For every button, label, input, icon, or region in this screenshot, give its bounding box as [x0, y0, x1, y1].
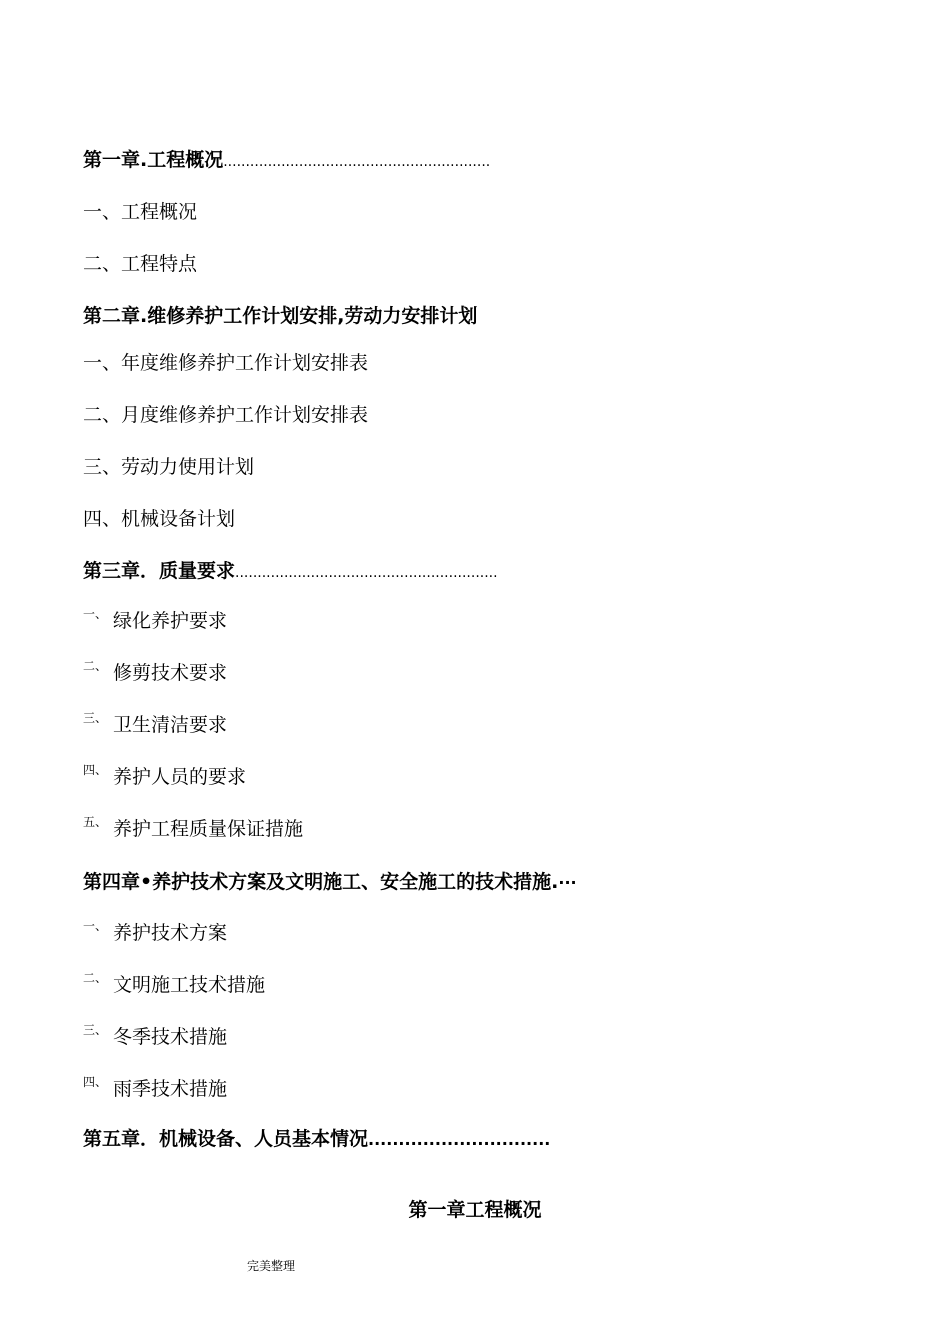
- toc-item-label: 养护人员的要求: [113, 766, 247, 788]
- toc-item: [83, 660, 227, 688]
- toc-item: [83, 1024, 227, 1052]
- toc-leader-dots: ............................................................: [223, 154, 491, 170]
- toc-item: [83, 764, 246, 792]
- toc-item-label: 雨季技术措施: [113, 1078, 228, 1100]
- toc-item: [83, 1076, 227, 1104]
- toc-item-number: 三、: [83, 711, 108, 725]
- toc-item: 一、年度维修养护工作计划安排表: [83, 352, 369, 374]
- toc-chapter-1-title: 第一章.工程概况: [83, 149, 224, 171]
- toc-item: [83, 608, 227, 636]
- toc-item-label: 卫生清洁要求: [113, 714, 228, 736]
- toc-item: 一、工程概况: [83, 201, 198, 223]
- toc-chapter-3: [83, 558, 498, 586]
- toc-item-label: 绿化养护要求: [113, 610, 228, 632]
- toc-chapter-5-title: 第五章．机械设备、人员基本情况: [83, 1128, 369, 1150]
- toc-item: 四、机械设备计划: [83, 508, 236, 530]
- toc-item: 三、劳动力使用计划: [83, 456, 255, 478]
- toc-item: [83, 972, 265, 1000]
- toc-item-number: 五、: [83, 815, 108, 829]
- toc-item-label: 文明施工技术措施: [113, 974, 266, 996]
- toc-chapter-3-title: 第三章．质量要求: [83, 560, 236, 582]
- toc-item-number: 一、: [83, 607, 108, 621]
- toc-leader-dots: ···: [558, 873, 577, 892]
- toc-chapter-1: [83, 147, 490, 175]
- toc-item-number: 四、: [83, 1075, 108, 1089]
- toc-item-number: 二、: [83, 659, 108, 673]
- toc-item-number: 一、: [83, 919, 108, 933]
- toc-item-number: 四、: [83, 763, 108, 777]
- toc-leader-dots: ...........................................................: [235, 565, 498, 581]
- toc-item-label: 养护技术方案: [113, 922, 228, 944]
- footer-note: 完美整理: [247, 1259, 296, 1273]
- toc-item: 二、工程特点: [83, 253, 198, 275]
- toc-item-number: 三、: [83, 1023, 108, 1037]
- toc-item-number: 二、: [83, 971, 108, 985]
- toc-chapter-4-title: 第四章•养护技术方案及文明施工、安全施工的技术措施.: [83, 871, 559, 893]
- toc-chapter-5: [83, 1126, 550, 1153]
- toc-leader-dots: ..............................: [368, 1130, 551, 1149]
- toc-chapter-4: [83, 869, 577, 896]
- chapter-heading: 第一章工程概况: [408, 1199, 542, 1221]
- toc-item-label: 冬季技术措施: [113, 1026, 228, 1048]
- toc-item: [83, 920, 227, 948]
- toc-item-label: 修剪技术要求: [113, 662, 228, 684]
- toc-item: [83, 712, 227, 740]
- toc-item: 二、月度维修养护工作计划安排表: [83, 404, 369, 426]
- toc-item-label: 养护工程质量保证措施: [113, 818, 304, 840]
- toc-chapter-2: 第二章.维修养护工作计划安排,劳动力安排计划: [83, 305, 478, 327]
- toc-item: [83, 816, 303, 844]
